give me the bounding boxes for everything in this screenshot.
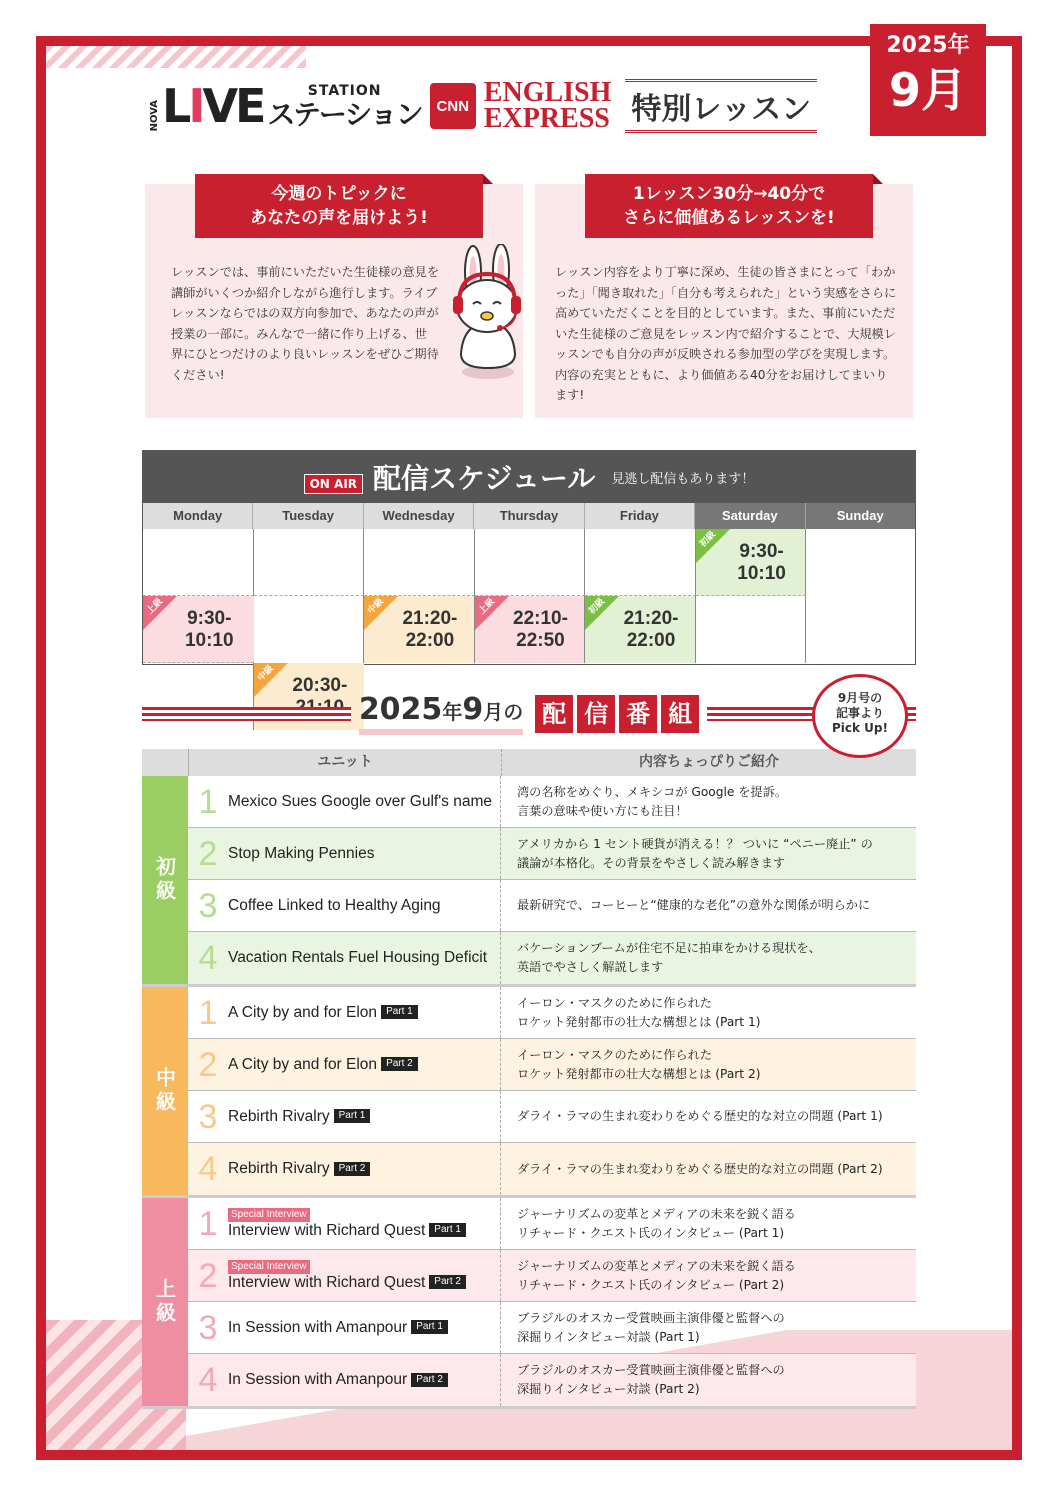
level-label: 上級 [145, 596, 165, 617]
decorative-stripes [46, 46, 306, 68]
lesson-card-title [585, 174, 873, 238]
live-l: L [162, 79, 189, 133]
unit-title [228, 1274, 500, 1292]
table-row [188, 1039, 916, 1091]
day-monday: Monday [143, 503, 253, 529]
programs-boxes [531, 695, 699, 733]
schedule-cell [585, 596, 696, 663]
day-sunday: Sunday [806, 503, 915, 529]
unit-number: 3 [198, 1098, 218, 1136]
topic-title-line1: 今週のトピックに [271, 184, 407, 204]
level-rows [188, 987, 916, 1195]
part-badge: Part 1 [381, 1005, 418, 1019]
heading-lines-left [142, 707, 351, 721]
unit-title [228, 897, 500, 915]
table-groups [142, 776, 916, 1409]
special-interview-badge: Special Interview [228, 1208, 310, 1222]
broadcast-time: 21:20- 22:00 [402, 608, 458, 651]
programs-box: 組 [661, 695, 699, 733]
broadcast-schedule [142, 450, 916, 696]
unit-title-text: Rebirth Rivalry [228, 1107, 330, 1125]
pickup-line2: 記事より [835, 706, 884, 720]
unit-number: 4 [198, 1150, 218, 1188]
header-unit: ユニット [188, 749, 501, 776]
live-text [162, 81, 263, 131]
level-group [142, 776, 916, 987]
unit-title-text: Stop Making Pennies [228, 844, 375, 862]
on-air-badge: ON AIR [304, 474, 363, 494]
day-wednesday: Wednesday [364, 503, 474, 529]
broadcast-time: 20:30- [292, 675, 348, 696]
special-lesson-title: 特別レッスン [625, 79, 817, 133]
topic-card [145, 184, 523, 418]
unit-title-cell [228, 1198, 501, 1249]
programs-box: 信 [577, 695, 615, 733]
pickup-line1: 9月号の [837, 691, 883, 705]
topic-title-line2: あなたの声を届けよう! [250, 208, 428, 228]
part-badge: Part 2 [411, 1373, 448, 1387]
english-express-logo [483, 77, 612, 134]
unit-title-text: A City by and for Elon [228, 1003, 378, 1021]
schedule-note: 見逃し配信もあります！ [611, 471, 755, 487]
lesson-card-text: レッスン内容をより丁寧に深め、生徒の皆さまにとって「わかった」「聞き取れた」「自分も考えられた」という実感をさらに高めていただくことを目的としています。また、事前にいただいた生徒様のご意見をレッスン内で紹介することで、大規模レッスンでも自分の声が反映される参加型の学びを実現します。内容の充実とともに、より価値ある40分をお届けしてまいります! [555, 265, 897, 402]
unit-description: イーロン・マスクのために作られた ロケット発射都市の壮大な構想とは (Part 1) [517, 995, 761, 1029]
unit-title-cell [228, 987, 501, 1038]
part-badge: Part 2 [334, 1162, 371, 1176]
programs-year-month [359, 693, 523, 735]
broadcast-time: 22:10- 22:50 [513, 608, 568, 651]
schedule-cell [475, 529, 586, 596]
programs-year: 2025 [358, 692, 443, 727]
level-label: 初級 [697, 529, 718, 550]
lesson-length-card [535, 184, 913, 418]
programs-heading [142, 690, 916, 738]
table-row [188, 776, 916, 828]
unit-title-cell [228, 1143, 501, 1195]
programs-nen: 年 [442, 700, 463, 724]
table-row [188, 1354, 916, 1406]
schedule-days [143, 503, 915, 529]
level-group-label: 中級 [142, 987, 188, 1195]
day-thursday: Thursday [474, 503, 584, 529]
unit-title [228, 1222, 500, 1240]
nova-text: NOVA [149, 99, 160, 131]
programs-table [142, 749, 916, 1409]
programs-month: 9 [462, 692, 484, 727]
unit-title-text: Vacation Rentals Fuel Housing Deficit [228, 949, 488, 966]
unit-description: イーロン・マスクのために作られた ロケット発射都市の壮大な構想とは (Part 2) [517, 1047, 761, 1081]
ee-line1: ENGLISH [483, 77, 612, 108]
unit-number: 2 [198, 1257, 218, 1295]
unit-description: ジャーナリズムの変革とメディアの未来を鋭く語る リチャード・クエスト氏のインタビュー (Part 2) [517, 1258, 796, 1292]
unit-description: 湾の名称をめぐり、メキシコが Google を提訴。 言葉の意味や使い方にも注目！ [517, 784, 787, 818]
unit-number: 2 [198, 1046, 218, 1084]
table-row [188, 828, 916, 880]
unit-description: ダライ・ラマの生まれ変わりをめぐる歴史的な対立の問題 (Part 1) [517, 1109, 883, 1123]
schedule-title: 配信スケジュール [373, 462, 596, 495]
unit-number: 4 [198, 939, 218, 977]
unit-title [228, 1056, 500, 1074]
level-rows [188, 776, 916, 984]
broadcast-time: 9:30- 10:10 [737, 541, 786, 584]
programs-tsuki: 月 [483, 700, 504, 724]
unit-description: ダライ・ラマの生まれ変わりをめぐる歴史的な対立の問題 (Part 2) [517, 1161, 883, 1176]
unit-title-cell [228, 1302, 501, 1353]
unit-description: アメリカから 1 セント硬貨が消える！？ ついに “ペニー廃止” の 議論が本格化。その背景をやさしく読み解きます [517, 836, 873, 870]
programs-no: の [503, 700, 524, 724]
table-row [188, 1302, 916, 1354]
programs-box: 番 [619, 695, 657, 733]
programs-box: 配 [535, 695, 573, 733]
unit-title [228, 1004, 500, 1022]
pickup-badge [812, 674, 908, 758]
ee-line2: EXPRESS [483, 103, 610, 134]
schedule-cell [364, 596, 475, 663]
unit-title [228, 1319, 500, 1337]
table-row [188, 1091, 916, 1143]
table-header [142, 749, 916, 776]
header-level [142, 749, 188, 776]
schedule-cell [254, 529, 365, 596]
table-row [188, 1143, 916, 1195]
unit-title-text: In Session with Amanpour [228, 1371, 408, 1388]
unit-title [228, 845, 500, 863]
unit-title [228, 1108, 500, 1126]
unit-number: 1 [198, 994, 218, 1032]
level-label: 中級 [255, 663, 276, 684]
badge-month: 9月 [888, 63, 967, 117]
schedule-cell [585, 529, 696, 596]
schedule-cell [143, 596, 254, 663]
live-i: I [188, 79, 203, 133]
schedule-cell [254, 596, 365, 663]
unit-title-text: A City by and for Elon [228, 1055, 378, 1073]
unit-number: 1 [198, 783, 218, 821]
unit-title [228, 793, 500, 811]
part-badge: Part 2 [381, 1057, 418, 1071]
unit-title-cell [228, 1039, 501, 1090]
station-en: STATION [307, 83, 382, 99]
unit-title-text: Interview with Richard Quest [228, 1221, 426, 1239]
unit-description: ジャーナリズムの変革とメディアの未来を鋭く語る リチャード・クエスト氏のインタビュー (Part 1) [517, 1206, 796, 1240]
unit-description: 最新研究で、コーヒーと“健康的な老化”の意外な関係が明らかに [517, 898, 871, 912]
level-group-label: 初級 [142, 776, 188, 984]
cnn-logo: CNN [430, 83, 476, 129]
level-label: 初級 [587, 596, 608, 617]
unit-title-text: Mexico Sues Google over Gulf's name [228, 792, 492, 810]
live-ve: VE [202, 79, 264, 133]
unit-title-cell [228, 1250, 501, 1301]
table-row [188, 932, 916, 984]
table-row [188, 880, 916, 932]
broadcast-time: 9:30- 10:10 [184, 608, 234, 651]
rabbit-mascot-icon [443, 244, 533, 384]
live-station-logo [150, 81, 422, 131]
unit-title [228, 1371, 500, 1389]
schedule-cell [364, 529, 475, 596]
part-badge: Part 1 [411, 1320, 448, 1334]
unit-title-text: Rebirth Rivalry [228, 1160, 330, 1177]
broadcast-time: 21:20- 22:00 [623, 608, 679, 651]
station-jp: ステーション [267, 98, 422, 131]
level-rows [188, 1198, 916, 1406]
date-badge [870, 24, 986, 136]
schedule-header [143, 451, 915, 503]
unit-description: バケーションブームが住宅不足に拍車をかける現状を、 英語でやさしく解説します [517, 941, 821, 974]
unit-title-cell [228, 828, 501, 879]
unit-number: 4 [198, 1361, 218, 1399]
unit-title [228, 1160, 500, 1178]
unit-title-cell [228, 1091, 501, 1142]
part-badge: Part 2 [429, 1275, 466, 1289]
part-badge: Part 1 [334, 1109, 371, 1123]
level-label: 中級 [366, 596, 387, 617]
unit-number: 1 [198, 1205, 218, 1243]
part-badge: Part 1 [429, 1223, 466, 1237]
unit-title-cell [228, 880, 501, 931]
level-group-label: 上級 [142, 1198, 188, 1406]
level-group [142, 987, 916, 1198]
header [150, 72, 817, 140]
pickup-line3: Pick Up! [832, 721, 888, 735]
schedule-cell [475, 596, 586, 663]
badge-year: 2025年 [886, 33, 970, 58]
special-interview-badge: Special Interview [228, 1260, 310, 1274]
day-tuesday: Tuesday [253, 503, 363, 529]
unit-title-text: Coffee Linked to Healthy Aging [228, 896, 441, 914]
unit-title-cell [228, 776, 501, 827]
header-desc: 内容ちょっぴりご紹介 [501, 749, 916, 776]
schedule-cell [696, 529, 807, 596]
lesson-title-line1: 1レッスン30分→40分で [632, 184, 826, 204]
day-saturday: Saturday [695, 503, 805, 529]
unit-title-cell [228, 932, 501, 984]
unit-number: 2 [198, 835, 218, 873]
unit-title-cell [228, 1354, 501, 1406]
station-block [267, 83, 421, 131]
schedule-cell [696, 596, 807, 663]
unit-title [228, 949, 500, 967]
unit-title-text: In Session with Amanpour [228, 1318, 408, 1336]
level-group [142, 1198, 916, 1409]
level-label: 上級 [476, 596, 497, 617]
table-row [188, 1250, 916, 1302]
unit-description: ブラジルのオスカー受賞映画主演俳優と監督への 深掘りインタビュー対談 (Part 2) [517, 1363, 785, 1396]
table-row [188, 1198, 916, 1250]
unit-title-text: Interview with Richard Quest [228, 1273, 426, 1291]
topic-card-text: レッスンでは、事前にいただいた生徒様の意見を講師がいくつか紹介しながら進行します。ライブレッスンならではの双方向参加で、あなたの声が授業の一部に。みんなで一緒に作り上げる、世界にひとつだけのより良いレッスンをぜひご期待ください! [171, 265, 440, 382]
table-row [188, 987, 916, 1039]
lesson-title-line2: さらに価値あるレッスンを! [623, 208, 835, 228]
unit-description: ブラジルのオスカー受賞映画主演俳優と監督への 深掘りインタビュー対談 (Part 1) [517, 1310, 785, 1344]
topic-card-title [195, 174, 483, 238]
schedule-cell [143, 529, 254, 596]
unit-number: 3 [198, 887, 218, 925]
unit-number: 3 [198, 1309, 218, 1347]
day-friday: Friday [585, 503, 695, 529]
